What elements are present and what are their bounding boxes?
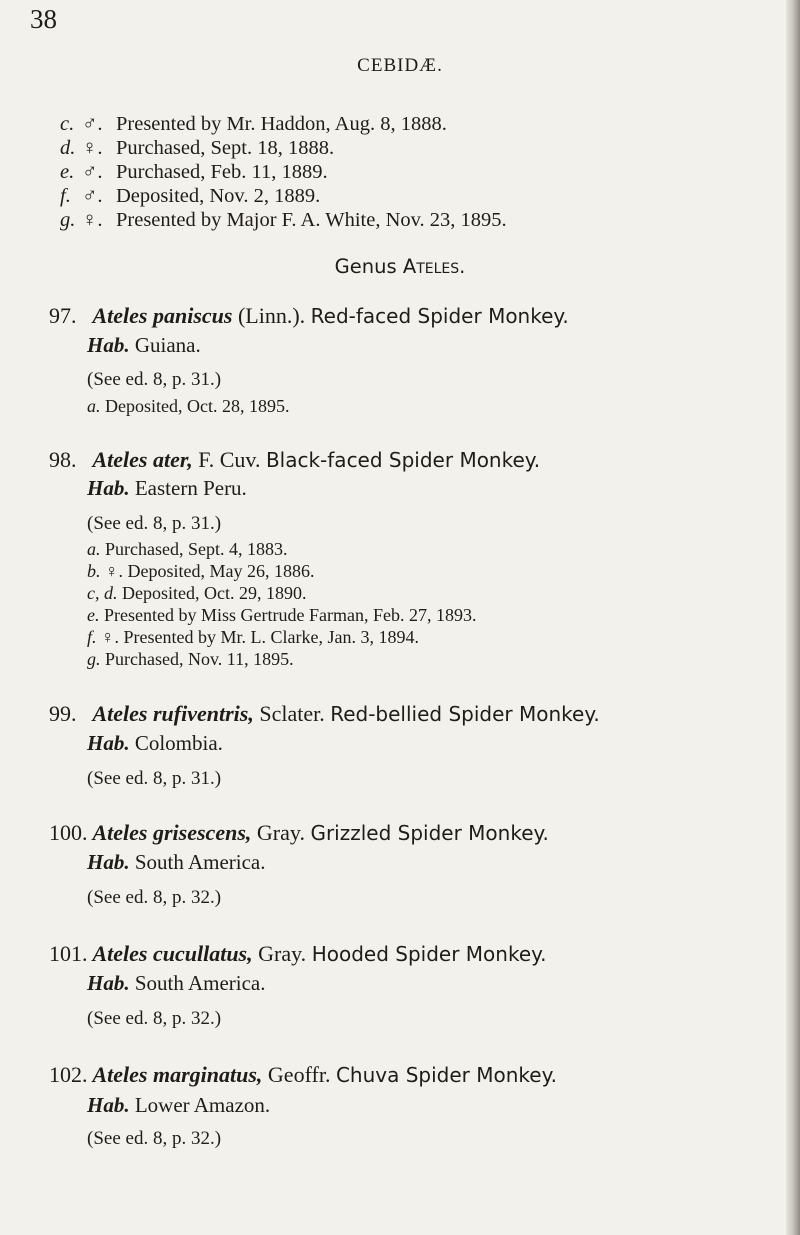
habitat-line xyxy=(87,850,266,875)
habitat: Guiana. xyxy=(134,333,201,357)
specimen-text: Deposited, Oct. 28, 1895. xyxy=(105,396,290,416)
specimen-line xyxy=(60,209,507,232)
species-name: Ateles ater, xyxy=(92,447,193,472)
specimen-text: Presented by Miss Gertrude Farman, Feb. 27, 1893. xyxy=(104,605,477,625)
specimen-line xyxy=(60,161,328,184)
entry-number: 98. xyxy=(49,447,77,472)
specimen-text: Purchased, Feb. 11, 1889. xyxy=(116,161,328,183)
see-reference: (See ed. 8, p. 32.) xyxy=(87,1128,222,1149)
hab-label: Hab. xyxy=(87,333,130,357)
specimen-line xyxy=(87,539,287,560)
specimen-line xyxy=(87,649,294,670)
common-name: Red-bellied Spider Monkey. xyxy=(330,702,600,726)
habitat: South America. xyxy=(134,850,266,874)
genus-name: Ateles. xyxy=(402,255,466,278)
entry-title xyxy=(49,447,540,473)
sex-symbol: ♂. xyxy=(82,161,103,183)
page-edge-shadow xyxy=(786,0,800,1235)
see-reference: (See ed. 8, p. 31.) xyxy=(87,369,222,390)
habitat: Lower Amazon. xyxy=(134,1093,271,1117)
specimen-letter: c. xyxy=(60,113,75,135)
entry-title xyxy=(49,820,549,846)
specimen-letter: f. xyxy=(87,627,97,647)
specimen-text: Presented by Major F. A. White, Nov. 23, 1895. xyxy=(116,209,507,231)
specimen-line xyxy=(87,561,314,582)
specimen-text: ♀. Presented by Mr. L. Clarke, Jan. 3, 1894. xyxy=(101,627,419,647)
common-name: Chuva Spider Monkey. xyxy=(335,1063,557,1087)
common-name: Grizzled Spider Monkey. xyxy=(310,821,549,845)
habitat-line xyxy=(87,731,223,756)
hab-label: Hab. xyxy=(87,731,130,755)
common-name: Red-faced Spider Monkey. xyxy=(310,304,569,328)
specimen-line xyxy=(87,396,289,417)
see-reference: (See ed. 8, p. 31.) xyxy=(87,513,222,534)
hab-label: Hab. xyxy=(87,476,130,500)
species-name: Ateles marginatus, xyxy=(92,1062,263,1087)
sex-symbol: ♀. xyxy=(82,137,103,159)
entry-number: 97. xyxy=(49,303,77,328)
specimen-letter: g. xyxy=(60,209,76,231)
specimen-letter: c, d. xyxy=(87,583,118,603)
common-name: Hooded Spider Monkey. xyxy=(311,942,547,966)
specimen-letter: e. xyxy=(60,161,75,183)
entry-number: 101. xyxy=(49,941,88,966)
entry-number: 102. xyxy=(49,1062,88,1087)
hab-label: Hab. xyxy=(87,850,130,874)
species-name: Ateles cucullatus, xyxy=(92,941,253,966)
page-number: 38 xyxy=(30,4,57,34)
hab-label: Hab. xyxy=(87,971,130,995)
specimen-letter: b. xyxy=(87,561,101,581)
entry-number: 100. xyxy=(49,820,88,845)
specimen-letter: f. xyxy=(60,185,71,207)
habitat-line xyxy=(87,333,201,358)
see-reference: (See ed. 8, p. 32.) xyxy=(87,1008,222,1029)
species-authority: Gray. xyxy=(258,941,307,966)
habitat-line xyxy=(87,1093,270,1118)
specimen-text: Deposited, Oct. 29, 1890. xyxy=(122,583,307,603)
common-name: Black-faced Spider Monkey. xyxy=(265,448,541,472)
habitat: Colombia. xyxy=(134,731,223,755)
sex-symbol: ♂. xyxy=(82,113,103,135)
see-reference: (See ed. 8, p. 31.) xyxy=(87,768,222,789)
see-reference: (See ed. 8, p. 32.) xyxy=(87,887,222,908)
species-authority: (Linn.). xyxy=(237,303,306,328)
specimen-letter: d. xyxy=(60,137,76,159)
specimen-line xyxy=(87,605,476,626)
species-name: Ateles grisescens, xyxy=(92,820,252,845)
entry-title xyxy=(49,941,546,967)
specimen-letter: a. xyxy=(87,539,101,559)
habitat-line xyxy=(87,971,266,996)
species-name: Ateles rufiventris, xyxy=(92,701,254,726)
sex-symbol: ♀. xyxy=(82,209,103,231)
species-authority: Sclater. xyxy=(259,701,325,726)
entry-title xyxy=(49,701,600,727)
specimen-text: Deposited, Nov. 2, 1889. xyxy=(116,185,321,207)
genus-prefix: Genus xyxy=(334,255,397,278)
specimen-text: Purchased, Sept. 18, 1888. xyxy=(116,137,335,159)
running-header: CEBIDÆ. xyxy=(357,55,443,76)
specimen-line xyxy=(87,583,306,604)
entry-title xyxy=(49,303,569,329)
species-authority: Gray. xyxy=(256,820,305,845)
specimen-line xyxy=(87,627,419,648)
habitat: Eastern Peru. xyxy=(134,476,247,500)
specimen-letter: e. xyxy=(87,605,100,625)
entry-number: 99. xyxy=(49,701,77,726)
specimen-text: Presented by Mr. Haddon, Aug. 8, 1888. xyxy=(116,113,447,135)
hab-label: Hab. xyxy=(87,1093,130,1117)
species-authority: Geoffr. xyxy=(267,1062,331,1087)
entry-title xyxy=(49,1062,557,1088)
specimen-text: Purchased, Sept. 4, 1883. xyxy=(105,539,288,559)
species-authority: F. Cuv. xyxy=(198,447,261,472)
sex-symbol: ♂. xyxy=(82,185,103,207)
specimen-line xyxy=(60,137,334,160)
specimen-text: Purchased, Nov. 11, 1895. xyxy=(105,649,294,669)
habitat: South America. xyxy=(134,971,266,995)
genus-heading xyxy=(0,255,800,278)
specimen-letter: a. xyxy=(87,396,101,416)
specimen-line xyxy=(60,185,320,208)
habitat-line xyxy=(87,476,247,501)
specimen-line xyxy=(60,113,447,136)
specimen-text: ♀. Deposited, May 26, 1886. xyxy=(105,561,315,581)
specimen-letter: g. xyxy=(87,649,101,669)
species-name: Ateles paniscus xyxy=(92,303,233,328)
